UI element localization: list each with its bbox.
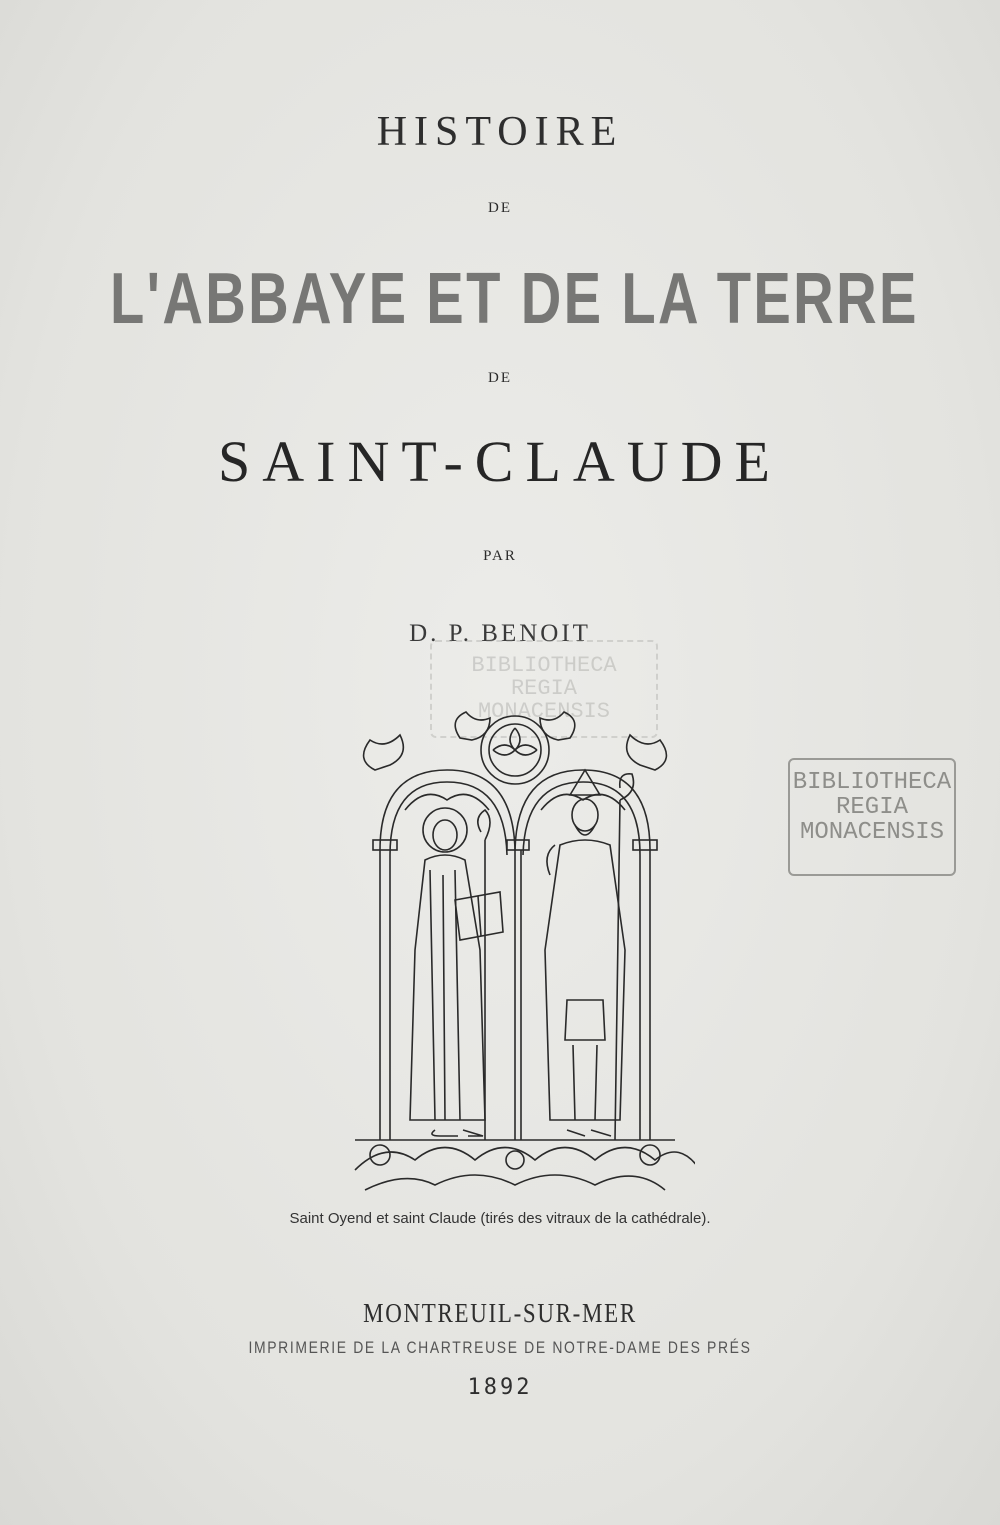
library-stamp xyxy=(788,758,956,876)
title-abbaye: L'ABBAYE ET DE LA TERRE xyxy=(110,259,919,339)
stamp-faint-line-3: MONACENSIS xyxy=(477,699,611,725)
saints-engraving xyxy=(335,700,695,1200)
illustration-caption: Saint Oyend et saint Claude (tirés des vitraux de la cathédrale). xyxy=(289,1210,711,1227)
imprint-city: MONTREUIL-SUR-MER xyxy=(363,1298,637,1328)
imprint-year: 1892 xyxy=(467,1375,533,1400)
title-de-2: DE xyxy=(488,370,512,386)
title-histoire: HISTOIRE xyxy=(376,109,624,155)
stamp-line-2: REGIA xyxy=(835,794,908,822)
title-de-1: DE xyxy=(488,200,512,216)
author-name: D. P. BENOIT xyxy=(409,620,591,647)
stamp-faint-line-1: BIBLIOTHECA xyxy=(471,653,617,678)
imprint-printer: IMPRIMERIE DE LA CHARTREUSE DE NOTRE-DAME DES PRÉS xyxy=(248,1338,752,1357)
title-saint-claude: SAINT-CLAUDE xyxy=(218,429,782,494)
stamp-faint-line-2: REGIA xyxy=(510,676,577,702)
byline-par: PAR xyxy=(483,548,517,564)
stamp-line-3: MONACENSIS xyxy=(799,819,945,847)
stamp-line-1: BIBLIOTHECA xyxy=(792,769,952,796)
